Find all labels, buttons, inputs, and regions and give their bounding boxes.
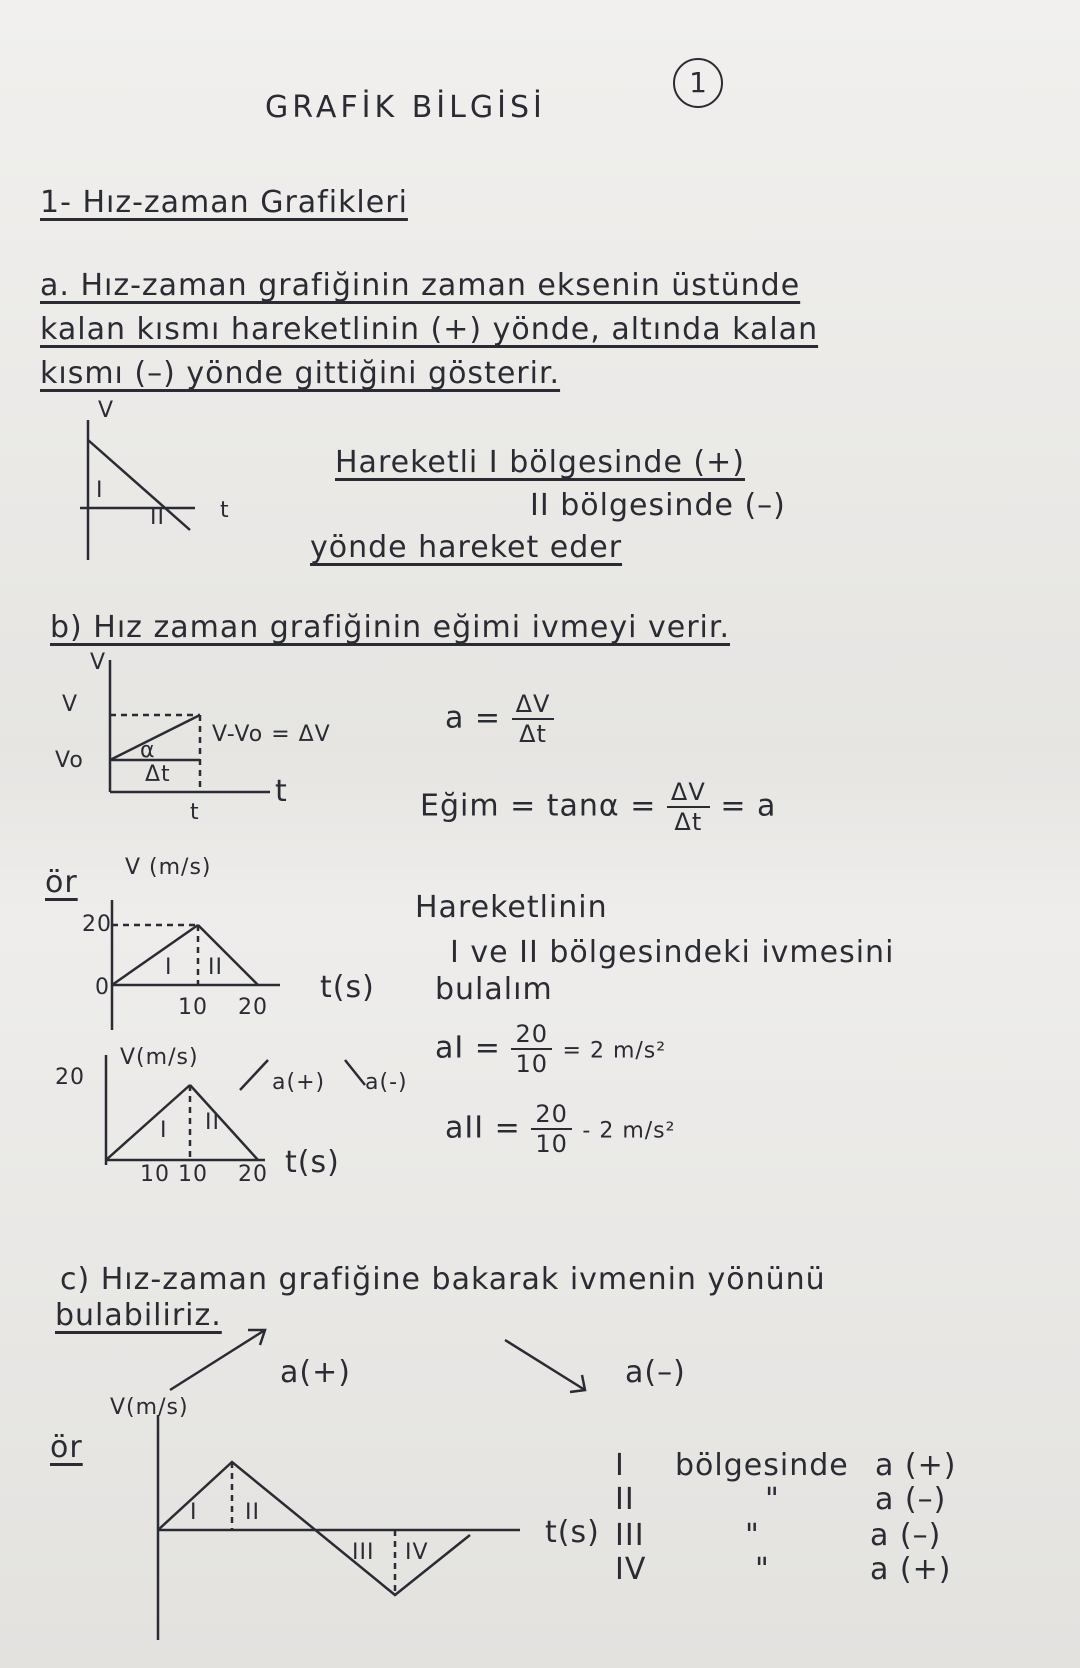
text-line: b) Hız zaman grafiğinin eğimi ivmeyi verir.: [50, 610, 731, 645]
tick-label: 10: [178, 995, 208, 1020]
ditto: ": [745, 1518, 760, 1553]
region-label: II: [205, 1110, 220, 1135]
result: - 2 m/s²: [582, 1118, 676, 1144]
text-line: I ve II bölgesindeki ivmesini: [450, 935, 895, 970]
formula-a: [445, 690, 554, 748]
slope-arrows: [170, 1330, 585, 1392]
text-line: c) Hız-zaman grafiğine bakarak ivmenin yönünü: [60, 1262, 826, 1297]
axis-label: t: [220, 498, 230, 523]
accel-sign: a (–): [870, 1518, 942, 1553]
page-title: GRAFİK BİLGİSİ: [265, 90, 546, 125]
tick-label: 20: [238, 1162, 268, 1187]
denominator: Δt: [519, 720, 547, 748]
denominator: 10: [535, 1130, 568, 1158]
axis-label: t(s): [285, 1145, 340, 1180]
tick-label: 10: [140, 1162, 170, 1187]
result: = 2 m/s²: [562, 1038, 667, 1064]
denominator: Δt: [674, 808, 703, 836]
axis-label: V(m/s): [120, 1045, 199, 1070]
axis-label: t(s): [320, 970, 375, 1005]
accel-sign: a (+): [875, 1448, 957, 1483]
axis-label: V: [62, 692, 79, 717]
text-line: bulalım: [435, 972, 553, 1007]
tick-label: 10: [178, 1162, 208, 1187]
region-label: I: [165, 955, 173, 980]
region: III: [615, 1518, 645, 1553]
region-label: I: [190, 1500, 198, 1525]
text-line: Hareketli I bölgesinde (+): [335, 445, 745, 480]
numerator: 20: [511, 1020, 552, 1050]
accel-sign: a (+): [870, 1552, 952, 1587]
region-label: IV: [405, 1540, 429, 1565]
formula-text: Eğim = tanα =: [420, 788, 657, 824]
region: IV: [615, 1552, 647, 1587]
numerator: ΔV: [512, 690, 555, 720]
page-number: 1: [673, 58, 723, 108]
formula-text: = a: [720, 788, 777, 824]
numerator: 20: [531, 1100, 572, 1130]
graph-label: a(-): [365, 1070, 408, 1095]
text-line: II bölgesinde (–): [530, 488, 786, 523]
example-label: ör: [50, 1430, 83, 1465]
graph-label: V-Vo = ΔV: [212, 722, 331, 747]
axis-label: V(m/s): [110, 1395, 189, 1420]
fraction: [667, 778, 710, 836]
fraction: [531, 1100, 572, 1158]
region-label: II: [150, 505, 165, 530]
example2-graph: [158, 1415, 520, 1640]
axis-label: Vo: [55, 748, 84, 773]
fraction: [511, 1020, 552, 1078]
axis-label: V (m/s): [125, 855, 212, 880]
tick-label: 0: [95, 975, 110, 1000]
denominator: 10: [515, 1050, 548, 1078]
tick-label: 20: [55, 1065, 85, 1090]
text-line: Hareketlinin: [415, 890, 608, 925]
text-line: kalan kısmı hareketlinin (+) yönde, altında kalan: [40, 312, 819, 347]
region-label: II: [208, 955, 223, 980]
slope-label: a(–): [625, 1355, 686, 1390]
tick-label: 20: [82, 912, 112, 937]
numerator: ΔV: [667, 778, 710, 808]
formula-text: aII =: [445, 1110, 521, 1146]
accel-sign: a (–): [875, 1482, 947, 1517]
graph-label: α: [140, 738, 156, 763]
region-word: bölgesinde: [675, 1448, 849, 1483]
region-label: I: [160, 1118, 168, 1143]
axis-label: t(s): [545, 1515, 600, 1550]
accel-1: [435, 1020, 666, 1078]
ditto: ": [755, 1552, 770, 1587]
section-heading: 1- Hız-zaman Grafikleri: [40, 185, 408, 220]
text-line: yönde hareket eder: [310, 530, 623, 565]
axis-label: t: [275, 774, 288, 809]
axis-label: V: [98, 398, 115, 423]
formula-text: aI =: [435, 1030, 501, 1066]
tick-label: 20: [238, 995, 268, 1020]
text-line: bulabiliriz.: [55, 1298, 222, 1333]
formula-text: a =: [445, 700, 502, 736]
region-label: III: [352, 1540, 375, 1565]
ditto: ": [765, 1482, 780, 1517]
axis-label: t: [190, 800, 200, 825]
region-label: I: [96, 478, 104, 503]
text-line: kısmı (–) yönde gittiğini gösterir.: [40, 356, 561, 391]
region: II: [615, 1482, 635, 1517]
text-line: a. Hız-zaman grafiğinin zaman eksenin üstünde: [40, 268, 801, 303]
slope-label: a(+): [280, 1355, 351, 1390]
example-label: ör: [45, 865, 78, 900]
graph-label: Δt: [145, 762, 171, 787]
graph-label: a(+): [272, 1070, 326, 1095]
axis-label: V: [90, 650, 107, 675]
formula-slope: [420, 778, 776, 836]
region-label: II: [245, 1500, 260, 1525]
accel-2: [445, 1100, 675, 1158]
region: I: [615, 1448, 625, 1483]
fraction: [512, 690, 555, 748]
